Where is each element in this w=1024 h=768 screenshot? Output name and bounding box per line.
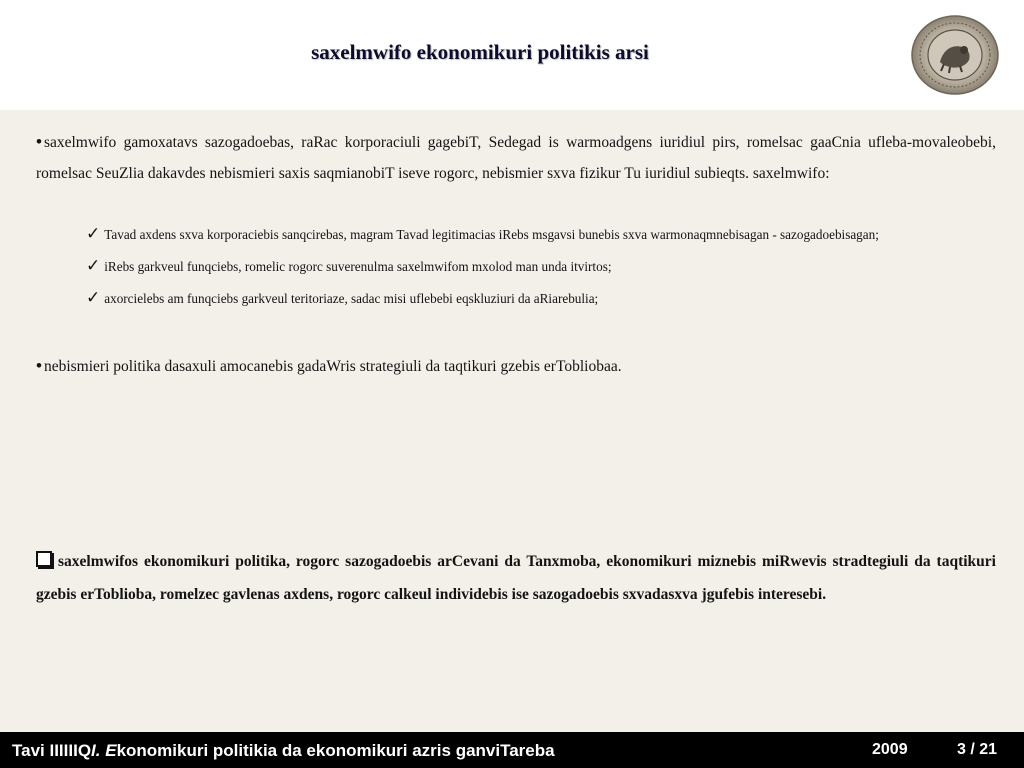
footer-chapter-prefix: Tavi IIIIIIQ <box>12 741 92 760</box>
paragraph-text: nebismieri politika dasaxuli amocanebis gadaWris strategiuli da taqtikuri gzebis erTobliobaa. <box>43 358 622 375</box>
paragraph-state-definition <box>36 126 996 189</box>
footer-chapter-italic: I. E <box>91 741 117 760</box>
checkmark-icon: ✓ <box>86 256 101 276</box>
footer-chapter-rest: konomikuri politikia da ekonomikuri azris ganviTareba <box>116 741 555 760</box>
paragraph-text: saxelmwifos ekonomikuri politika, rogorc sazogadoebis arCevani da Tanxmoba, ekonomikuri miznebis miRwevis stradtegiuli da taqtikuri gzebis erToblioba, romelzec gavlenas axdens, rogorc calkeul individebis ise sazogadoebis sxvadasxva jgufebis interesebi. <box>36 553 996 603</box>
slide-header <box>0 0 1024 110</box>
paragraph-economic-policy <box>36 545 996 611</box>
checklist-item <box>86 253 996 280</box>
page-counter: 3 / 21 <box>957 741 998 758</box>
checklist-item <box>86 221 996 248</box>
footer-year: 2009 <box>872 741 908 758</box>
slide-content <box>0 110 1024 732</box>
slide-footer <box>0 732 1024 768</box>
checkmark-icon: ✓ <box>86 288 101 308</box>
slide-title: saxelmwifo ekonomikuri politikis arsi <box>311 40 649 64</box>
checkmark-icon: ✓ <box>86 224 101 244</box>
checklist-item <box>86 285 996 312</box>
footer-chapter-title <box>12 741 555 761</box>
round-bullet-icon: • <box>36 356 42 375</box>
paragraph-text: saxelmwifo gamoxatavs sazogadoebas, raRac korporaciuli gagebiT, Sedegad is warmoadgens iuridiul pirs, romelsac gaaCnia ufleba-movaleobebi, romelsac SeuZlia dakavdes nebismieri saxis saqmianobiT iseve rogorc, nebismier sxva fizikur Tu iuridiul subieqts. saxelmwifo: <box>36 134 996 182</box>
round-bullet-icon: • <box>36 132 42 151</box>
checklist-item-text: iRebs garkveul funqciebs, romelic rogorc suverenulma saxelmwifom mxolod man unda itvirtos; <box>104 259 612 274</box>
checklist-item-text: Tavad axdens sxva korporaciebis sanqcirebas, magram Tavad legitimacias iRebs msgavsi bunebis sxva warmonaqmnebisagan - sazogadoebisagan; <box>104 227 879 242</box>
checklist <box>86 221 996 317</box>
university-seal-icon <box>910 14 1000 96</box>
square-box-icon <box>36 551 52 567</box>
checklist-item-text: axorcielebs am funqciebs garkveul teritoriaze, sadac misi uflebebi eqskluziuri da aRiarebulia; <box>104 291 599 306</box>
paragraph-policy-definition <box>36 353 996 380</box>
